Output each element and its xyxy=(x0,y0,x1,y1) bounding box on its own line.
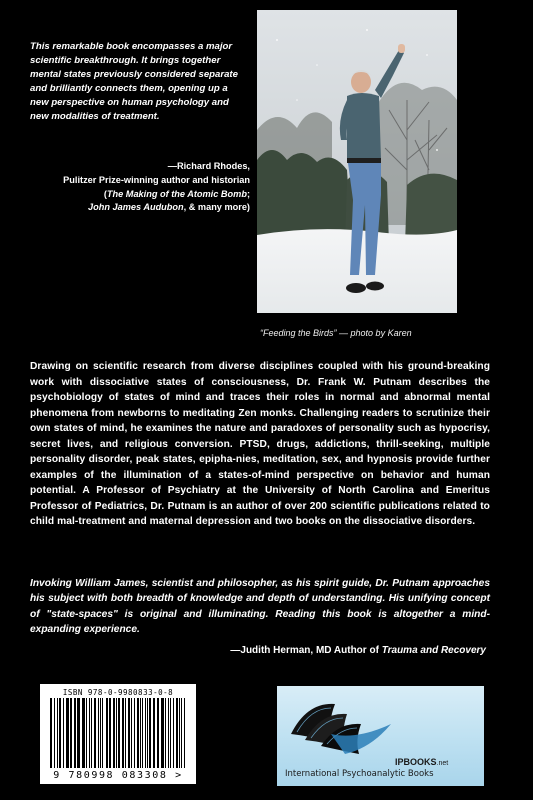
barcode-bar xyxy=(63,698,64,768)
barcode-bar xyxy=(94,698,96,768)
book-title-audubon: John James Audubon xyxy=(88,202,184,213)
book-title-atomic-bomb: The Making of the Atomic Bomb xyxy=(106,188,247,199)
barcode-bar xyxy=(181,698,182,768)
barcode-bar xyxy=(109,698,111,768)
book-description: Drawing on scientific research from diverse disciplines coupled with his ground-breaking work with dissociative states of consciousness, Dr. Frank W. Putnam describes the psychobiology of states of mind and traces their roles in normal and abnormal mental phenomena from newborns to meditating Zen monks. Challenging readers to scrutinize their own states of mind, he examines the nature and paradoxes of personality such as hypocrisy, secret lives, and religious conversion. PTSD, drugs, addictions, thrill-seeking, multiple personality disorder, peak states, epipha-nies, meditation, sex, and hypnosis provide further examples of the illumination of a states-of-mind perspective on behavior and human potential. A Professor of Psychiatry at the University of North Carolina and Emeritus Professor of Pediatrics, Dr. Putnam is an author of over 200 scientific publications related to child mal-treatment and maternal depression and two books on the dissociative disorders. xyxy=(30,361,490,527)
barcode-bar xyxy=(173,698,174,768)
barcode-bars xyxy=(50,698,186,768)
attribution-role: Pulitzer Prize-winning author and historian xyxy=(63,174,250,185)
barcode-bar xyxy=(59,698,61,768)
barcode-bar xyxy=(100,698,101,768)
barcode-bar xyxy=(162,698,164,768)
barcode-bar xyxy=(118,698,120,768)
barcode-bar xyxy=(140,698,141,768)
barcode-bar xyxy=(125,698,126,768)
barcode-bar xyxy=(165,698,166,768)
barcode-bar xyxy=(157,698,159,768)
isbn-label: ISBN 978-0-9980833-0-8 xyxy=(62,688,174,697)
publisher-name: IPBOOKS.net xyxy=(395,757,449,767)
barcode-bar xyxy=(91,698,93,768)
barcode-bar xyxy=(170,698,172,768)
barcode-digits: 9 780998 083308 > xyxy=(53,770,183,781)
barcode-bar xyxy=(70,698,72,768)
person-in-snow-photo-icon xyxy=(257,10,457,313)
barcode-bar xyxy=(142,698,143,768)
barcode-bar xyxy=(149,698,151,768)
open-books-icon xyxy=(287,694,397,758)
barcode-bar xyxy=(184,698,186,768)
isbn-barcode xyxy=(40,684,196,784)
barcode-bar xyxy=(77,698,79,768)
barcode-bar xyxy=(86,698,87,768)
barcode-bar xyxy=(51,698,52,768)
barcode-bar xyxy=(176,698,178,768)
barcode-bar xyxy=(67,698,69,768)
barcode-bar xyxy=(179,698,180,768)
barcode-bar xyxy=(107,698,108,768)
attribution-books-line2: John James Audubon, & many more) xyxy=(88,202,250,213)
attribution-name: —Richard Rhodes, xyxy=(167,161,250,171)
photo-caption: “Feeding the Birds” — photo by Karen xyxy=(260,328,412,338)
review-attribution-rhodes xyxy=(30,160,250,215)
barcode-bar xyxy=(134,698,135,768)
barcode-bar xyxy=(123,698,124,768)
attribution-books-line1: (The Making of the Atomic Bomb; xyxy=(103,188,250,199)
barcode-bar xyxy=(113,698,115,768)
author-photo xyxy=(257,10,457,313)
barcode-bar xyxy=(102,698,104,768)
review-quote-herman: Invoking William James, scientist and philosopher, as his spirit guide, Dr. Putnam approaches his subject with both breadth of knowledge and depth of understanding. His unifying concept of "state-spaces" is original and illuminating. Reading this book is altogether a mind-expanding experience. xyxy=(30,578,490,635)
review-quote-rhodes: This remarkable book encompasses a major scientific breakthrough. It brings together mental states previously considered separate and brilliantly connects them, opening up a new perspective on human psychology and new modalities of treatment. xyxy=(30,41,238,123)
barcode-bar xyxy=(137,698,139,768)
book-title-trauma-recovery: Trauma and Recovery xyxy=(381,645,486,656)
publisher-logo xyxy=(277,686,484,786)
barcode-bar xyxy=(154,698,155,768)
barcode-bar xyxy=(116,698,117,768)
publisher-tagline: International Psychoanalytic Books xyxy=(285,769,434,779)
barcode-bar xyxy=(83,698,85,768)
review-attribution-herman: —Judith Herman, MD Author of Trauma and Recovery xyxy=(230,645,486,656)
barcode-bar xyxy=(75,698,76,768)
barcode-bar xyxy=(54,698,56,768)
barcode-bar xyxy=(147,698,148,768)
barcode-bar xyxy=(131,698,133,768)
